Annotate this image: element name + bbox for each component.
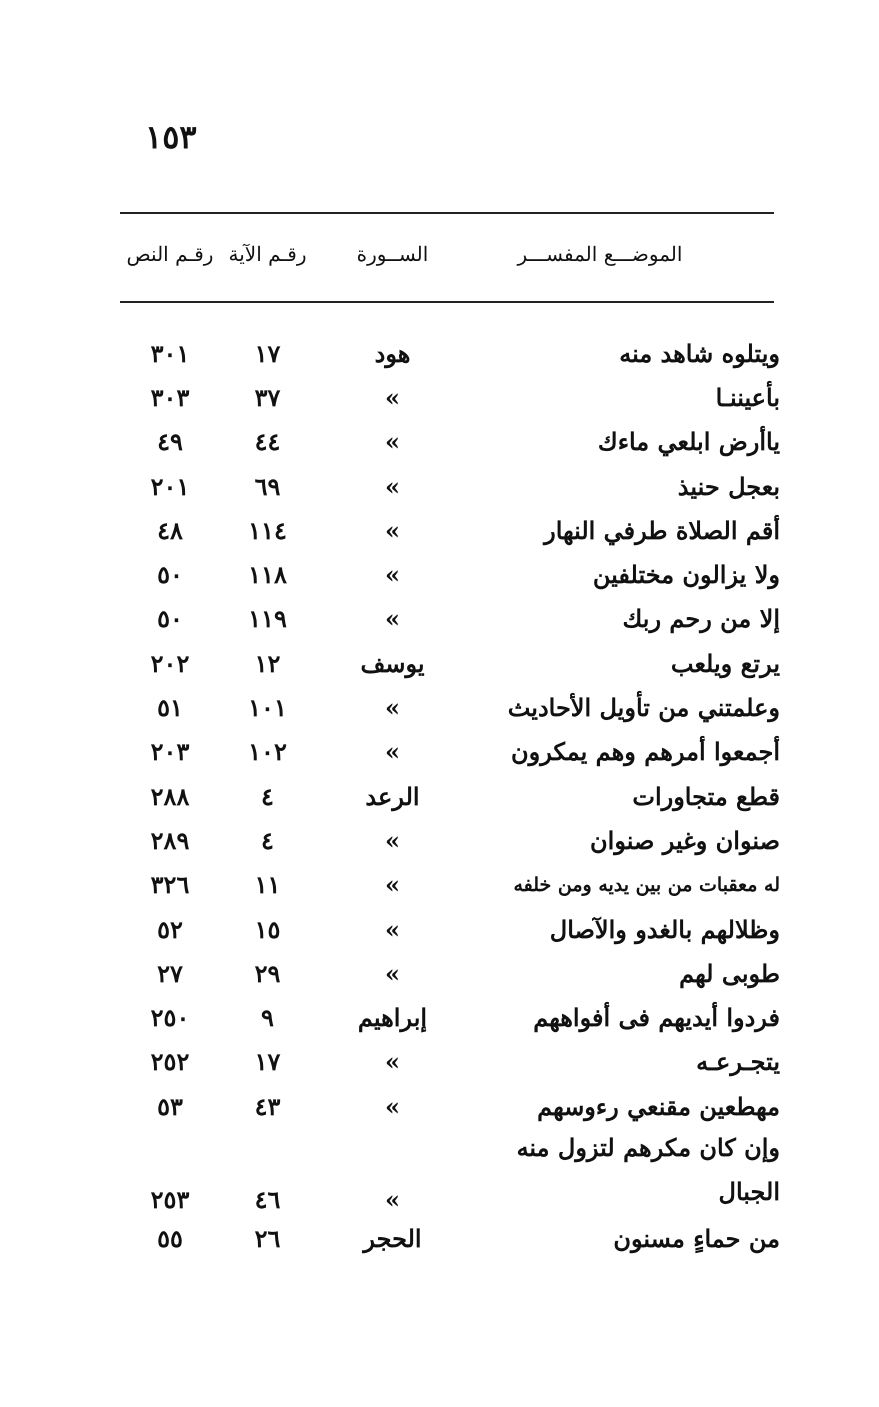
cell-ayah: ٤٦ (254, 1185, 281, 1215)
cell-ayah: ٦٩ (254, 471, 281, 501)
cell-text-number: ٥٥ (157, 1223, 183, 1253)
header-place: الموضـــع المفســـر (517, 242, 683, 266)
table-row (120, 685, 790, 729)
cell-sura: » (385, 560, 400, 590)
cell-sura: » (385, 427, 400, 457)
cell-sura: » (385, 693, 400, 723)
cell-ayah: ٤٤ (254, 427, 281, 457)
header-sura: الســورة (356, 242, 429, 266)
cell-text-number: ٥٠ (157, 604, 183, 634)
cell-text-number: ٢٨٩ (150, 825, 190, 855)
cell-place: مهطعين مقنعي رءوسهم (537, 1091, 780, 1121)
cell-text-number: ٤٨ (157, 515, 183, 545)
cell-sura: » (385, 1047, 400, 1077)
cell-sura: الحجر (363, 1223, 422, 1253)
cell-place: ياأرض ابلعي ماءك (597, 427, 780, 457)
cell-text-number: ٢٠٣ (150, 737, 190, 767)
cell-place: ولا يزالون مختلفين (592, 560, 780, 590)
table-row (120, 1128, 790, 1216)
cell-ayah: ٤ (261, 825, 274, 855)
table-row (120, 464, 790, 508)
cell-place: يرتع ويلعب (670, 648, 780, 678)
cell-sura: إبراهيم (357, 1003, 428, 1033)
table-row (120, 597, 790, 641)
table-body (120, 331, 790, 1261)
table-row (120, 641, 790, 685)
cell-ayah: ٣٧ (254, 382, 281, 412)
cell-place: يتجـرعـه (696, 1047, 780, 1077)
cell-place: فردوا أيديهم فى أفواههم (533, 1003, 780, 1033)
table-row (120, 774, 790, 818)
cell-ayah: ١٠٢ (248, 737, 287, 767)
header-bottom-rule (120, 301, 774, 303)
cell-ayah: ٩ (261, 1003, 274, 1033)
cell-sura: » (385, 958, 400, 988)
table-row (120, 818, 790, 862)
cell-place: بأعيننـا (715, 382, 780, 412)
cell-ayah: ١٢ (254, 648, 281, 678)
table-row (120, 1040, 790, 1084)
table-header (120, 232, 790, 276)
cell-text-number: ٢٧ (157, 958, 183, 988)
cell-place: وعلمتني من تأويل الأحاديث (507, 693, 780, 723)
cell-ayah: ١١٨ (248, 560, 287, 590)
table-row (120, 331, 790, 375)
cell-sura: » (385, 1185, 400, 1215)
cell-ayah: ٢٦ (254, 1223, 281, 1253)
table-row (120, 995, 790, 1039)
cell-text-number: ٣٠١ (150, 338, 190, 368)
cell-ayah: ٤ (261, 781, 274, 811)
cell-place: له معقبات من بين يديه ومن خلفه (513, 873, 780, 896)
cell-place: أجمعوا أمرهم وهم يمكرون (511, 737, 780, 767)
cell-text-number: ٥٠ (157, 560, 183, 590)
cell-place: وظلالهم بالغدو والآصال (549, 914, 780, 944)
table-row (120, 907, 790, 951)
cell-sura: » (385, 515, 400, 545)
cell-ayah: ٤٣ (254, 1091, 281, 1121)
cell-sura: هود (374, 338, 411, 368)
cell-sura: » (385, 870, 400, 900)
cell-text-number: ٢٥٠ (150, 1003, 190, 1033)
cell-ayah: ١٥ (254, 914, 281, 944)
cell-text-number: ٥١ (157, 693, 183, 723)
table-row (120, 420, 790, 464)
cell-text-number: ٣٢٦ (150, 870, 190, 900)
cell-text-number: ٢٠١ (150, 471, 190, 501)
cell-place: صنوان وغير صنوان (590, 825, 780, 855)
cell-sura: » (385, 914, 400, 944)
header-text-number: رقـم النص (126, 242, 214, 266)
header-top-rule (120, 212, 774, 214)
cell-place: إلا من رحم ربك (622, 604, 780, 634)
table-row (120, 375, 790, 419)
cell-text-number: ٢٥٣ (150, 1185, 190, 1215)
cell-sura: يوسف (360, 648, 425, 678)
cell-text-number: ٢٨٨ (150, 781, 190, 811)
cell-sura: » (385, 1091, 400, 1121)
table-row (120, 730, 790, 774)
table-row (120, 951, 790, 995)
cell-ayah: ١١٤ (248, 515, 287, 545)
cell-sura: » (385, 825, 400, 855)
cell-ayah: ١١٩ (248, 604, 287, 634)
cell-ayah: ١٧ (254, 338, 281, 368)
table-row (120, 1084, 790, 1128)
table-row (120, 1216, 790, 1260)
cell-text-number: ٤٩ (157, 427, 183, 457)
cell-ayah: ٢٩ (254, 958, 281, 988)
table-row (120, 552, 790, 596)
header-ayah: رقـم الآية (228, 242, 307, 266)
cell-place: قطع متجاورات (632, 781, 780, 811)
cell-place: طوبى لهم (679, 958, 780, 988)
cell-place: بعجل حنيذ (677, 471, 780, 501)
cell-text-number: ٢٠٢ (150, 648, 190, 678)
cell-place: من حماءٍ مسنون (613, 1223, 780, 1253)
cell-sura: الرعد (365, 781, 420, 811)
cell-text-number: ٢٥٢ (150, 1047, 190, 1077)
table-row (120, 508, 790, 552)
cell-place: أقم الصلاة طرفي النهار (544, 515, 780, 545)
cell-place: ويتلوه شاهد منه (619, 338, 780, 368)
cell-place: وإن كان مكرهم لتزول منه الجبال (516, 1133, 780, 1207)
cell-sura: » (385, 737, 400, 767)
cell-sura: » (385, 604, 400, 634)
cell-ayah: ١٠١ (248, 693, 287, 723)
cell-text-number: ٥٢ (157, 914, 183, 944)
cell-sura: » (385, 471, 400, 501)
table-row (120, 863, 790, 907)
cell-ayah: ١٧ (254, 1047, 281, 1077)
cell-sura: » (385, 382, 400, 412)
page-number: ١٥٣ (145, 118, 197, 156)
cell-text-number: ٥٣ (157, 1091, 183, 1121)
cell-ayah: ١١ (254, 870, 281, 900)
cell-text-number: ٣٠٣ (150, 382, 190, 412)
